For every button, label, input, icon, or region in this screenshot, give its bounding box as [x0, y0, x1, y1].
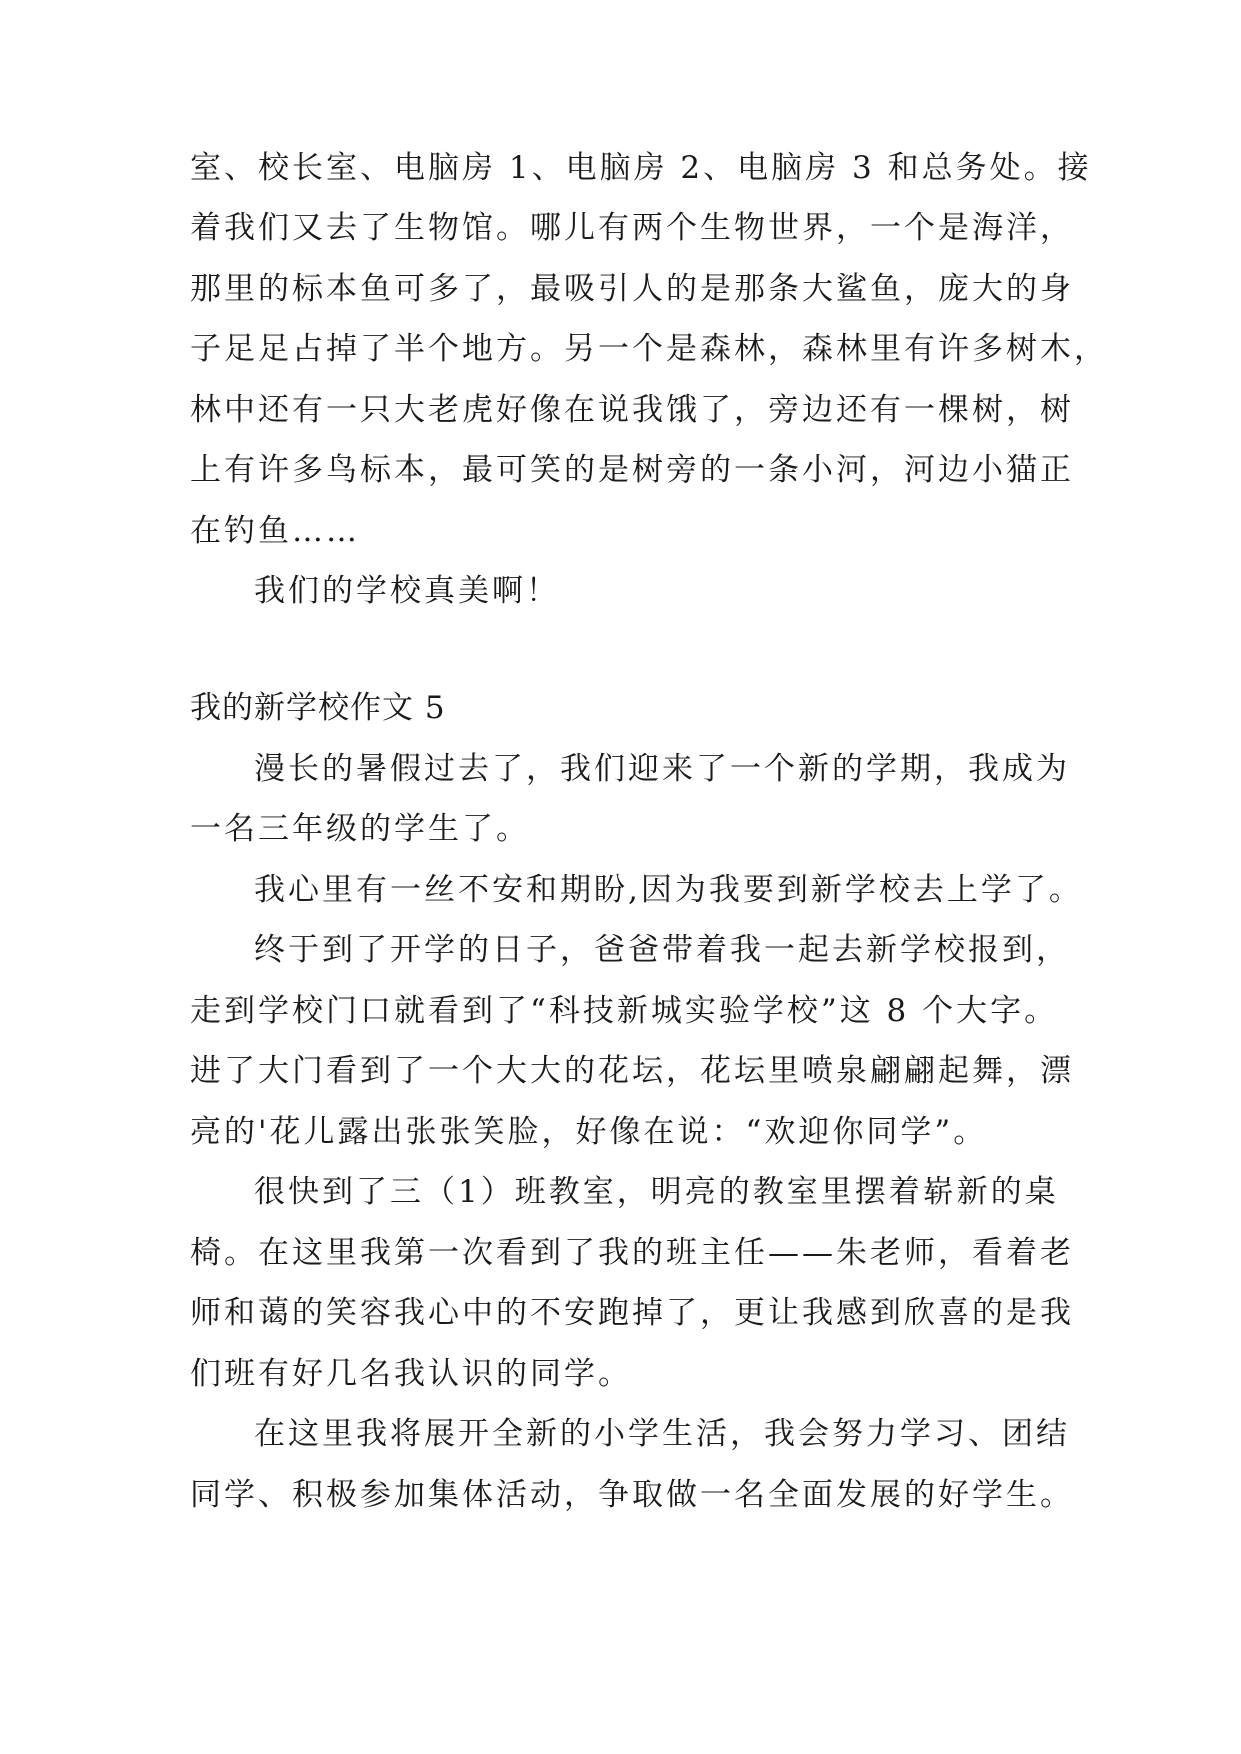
- essay-title: 我的新学校作文 5: [190, 690, 446, 726]
- text-line: 上有许多鸟标本，最可笑的是树旁的一条小河，河边小猫正: [190, 452, 1074, 488]
- text-line: 那里的标本鱼可多了，最吸引人的是那条大鲨鱼，庞大的身: [190, 271, 1074, 307]
- text-line: 椅。在这里我第一次看到了我的班主任——朱老师，看着老: [190, 1235, 1074, 1271]
- text-line: 一名三年级的学生了。: [190, 811, 530, 847]
- text-line: 终于到了开学的日子，爸爸带着我一起去新学校报到，: [254, 932, 1070, 968]
- text-line: 很快到了三（1）班教室，明亮的教室里摆着崭新的桌: [254, 1174, 1059, 1210]
- text-line: 着我们又去了生物馆。哪儿有两个生物世界，一个是海洋，: [190, 210, 1074, 246]
- closing-sentence: 我们的学校真美啊！: [254, 573, 560, 609]
- text-line: 子足足占掉了半个地方。另一个是森林，森林里有许多树木，: [190, 331, 1108, 367]
- text-line: 走到学校门口就看到了“科技新城实验学校”这 8 个大字。: [190, 993, 1059, 1029]
- text-line: 室、校长室、电脑房 1、电脑房 2、电脑房 3 和总务处。接: [190, 150, 1092, 186]
- text-line: 亮的'花儿露出张张笑脸，好像在说：“欢迎你同学”。: [190, 1114, 988, 1150]
- text-line: 林中还有一只大老虎好像在说我饿了，旁边还有一棵树，树: [190, 392, 1074, 428]
- text-line: 们班有好几名我认识的同学。: [190, 1356, 632, 1392]
- text-line: 漫长的暑假过去了，我们迎来了一个新的学期，我成为: [254, 751, 1070, 787]
- text-line: 在钓鱼……: [190, 513, 360, 549]
- text-line: 我心里有一丝不安和期盼,因为我要到新学校去上学了。: [254, 872, 1083, 908]
- text-line: 在这里我将展开全新的小学生活，我会努力学习、团结: [254, 1416, 1070, 1452]
- text-line: 同学、积极参加集体活动，争取做一名全面发展的好学生。: [190, 1477, 1074, 1513]
- text-line: 进了大门看到了一个大大的花坛，花坛里喷泉翩翩起舞，漂: [190, 1053, 1074, 1089]
- text-line: 师和蔼的笑容我心中的不安跑掉了，更让我感到欣喜的是我: [190, 1295, 1074, 1331]
